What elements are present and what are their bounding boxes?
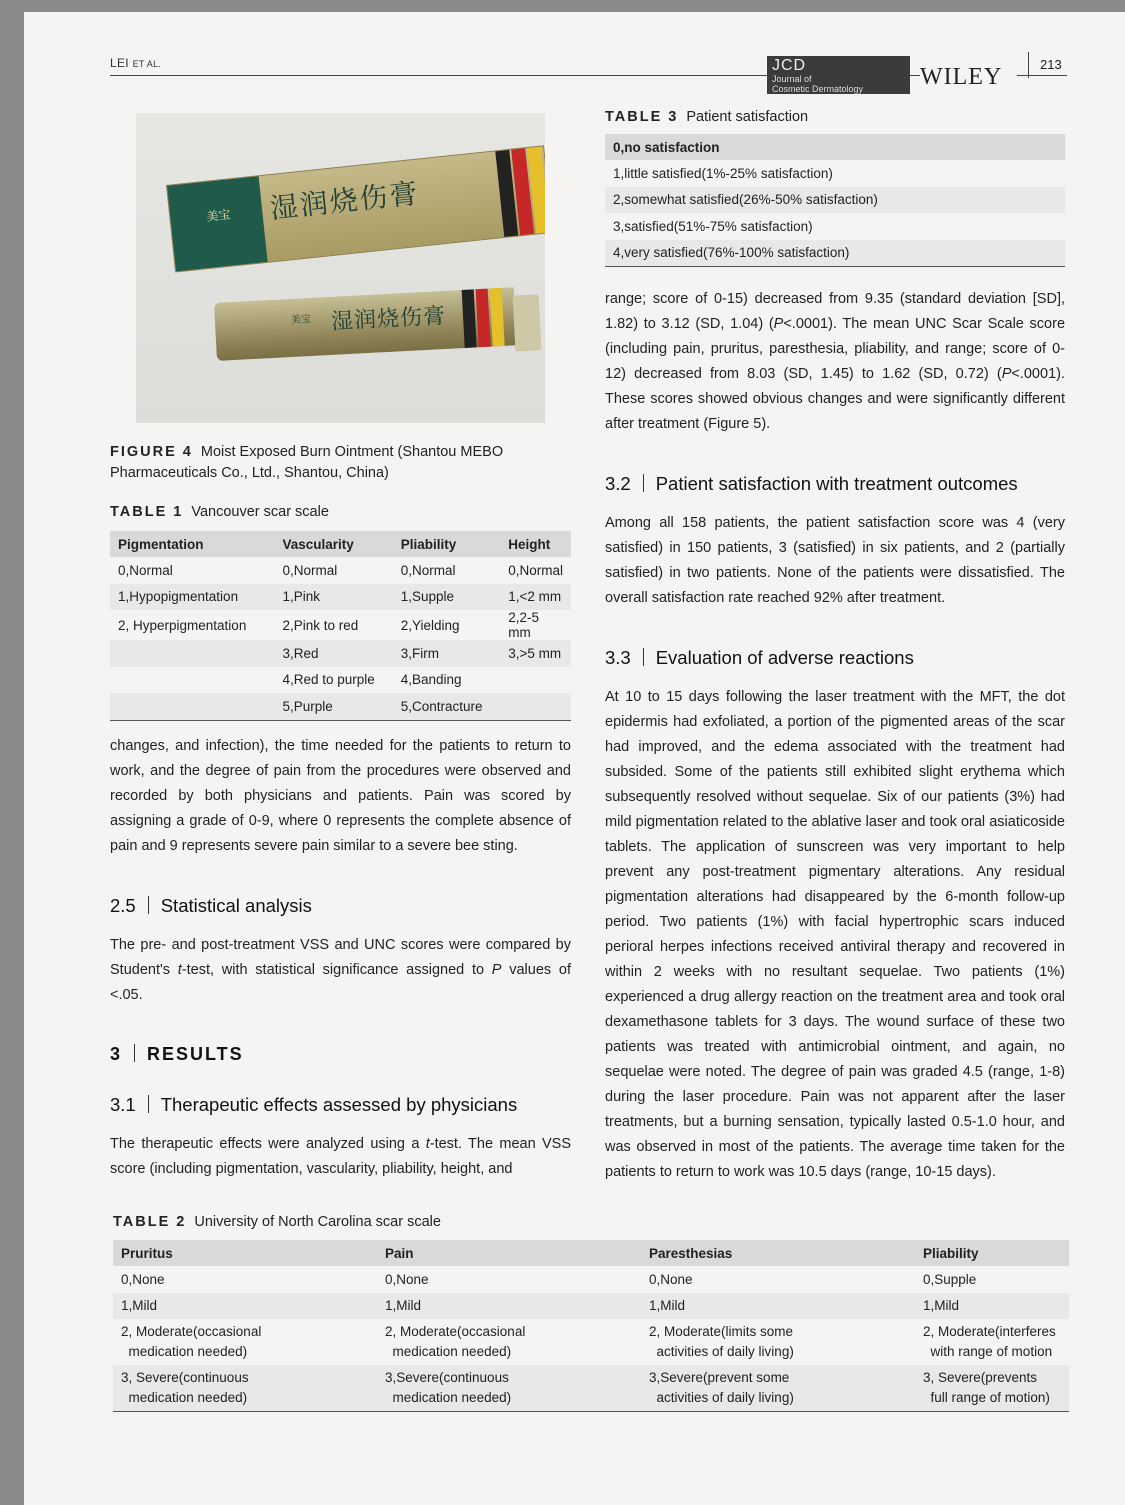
table-cell: 3,Red	[274, 640, 392, 667]
text-run: <.0001). These scores showed obvious changes and were significantly different after treatment (Figure 5).	[605, 366, 1065, 432]
section-3-heading	[110, 1044, 244, 1065]
text-run-italic: P	[773, 316, 784, 332]
table-row	[113, 1365, 1069, 1412]
table-cell: 4,Banding	[400, 672, 462, 688]
text-run: -test. The mean VSS score (including pigmentation, vascularity, pliability, height, and	[110, 1136, 571, 1177]
cell-line: medication needed)	[128, 1390, 248, 1405]
table-3-caption	[605, 107, 808, 128]
table-2-header-row	[113, 1240, 1069, 1266]
table-cell: 2,Yielding	[400, 617, 460, 633]
table-cell: 1,Mild	[113, 1293, 377, 1320]
text-run: -test, with statistical significance assigned to	[181, 962, 492, 978]
cell-line: 3,Severe(prevent some	[649, 1370, 790, 1385]
section-title: Patient satisfaction with treatment outcomes	[655, 473, 1018, 494]
heading-divider	[148, 1095, 149, 1113]
table-cell: 4,very satisfied(76%-100% satisfaction)	[605, 240, 1065, 267]
table-2-caption	[113, 1212, 441, 1233]
table-cell	[113, 1319, 377, 1365]
figure-4-photo	[136, 113, 545, 423]
table-3-label: TABLE 3	[605, 109, 679, 125]
table-1-vancouver-scale	[110, 531, 571, 721]
table-cell: 1,Mild	[377, 1293, 641, 1320]
table-1-header-row	[110, 531, 571, 557]
heading-divider	[643, 474, 644, 492]
ointment-box	[166, 145, 545, 272]
cell-line: activities of daily living)	[656, 1344, 794, 1359]
figure-4-label: FIGURE 4	[110, 444, 193, 460]
table-row	[605, 187, 1065, 214]
tube-brand: 美宝	[290, 313, 312, 326]
right-paragraph-1	[605, 287, 1065, 437]
table-1-title: Vancouver scar scale	[191, 504, 329, 520]
table-cell	[641, 1319, 915, 1365]
table-row	[605, 213, 1065, 240]
table-3-header-row	[605, 134, 1065, 160]
figure-4-caption-text: Moist Exposed Burn Ointment (Shantou MEBO Pharmaceuticals Co., Ltd., Shantou, China)	[110, 444, 504, 481]
table-row	[113, 1319, 1069, 1365]
table-2-label: TABLE 2	[113, 1214, 187, 1230]
table-cell: 0,None	[649, 1271, 693, 1287]
text-run: values of <.05.	[110, 962, 571, 1003]
text-run-italic: t	[425, 1136, 430, 1152]
header-rule-right	[1017, 75, 1067, 76]
tube-stripe-black	[462, 289, 477, 348]
running-head	[110, 56, 161, 70]
cell-line: 2, Moderate(interferes	[923, 1324, 1056, 1339]
table-1-label: TABLE 1	[110, 504, 184, 520]
running-head-etal: ET AL.	[132, 59, 162, 69]
table-cell	[915, 1365, 1069, 1412]
table-cell: 3,>5 mm	[500, 640, 571, 667]
section-number: 3.1	[110, 1094, 136, 1115]
left-paragraph-1: changes, and infection), the time needed for the patients to return to work, and the degree of pain from the procedures were observed and recorded by both physicians and patients. Pain was scored by assigning a grade of 0-9, where 0 represents the complete absence of pain and 9 represents severe pain similar to a severe bee sting.	[110, 738, 571, 854]
cell-line: full range of motion)	[930, 1390, 1050, 1405]
section-2-5-heading	[110, 895, 312, 917]
text-run-italic: P	[1001, 366, 1012, 382]
figure-4-caption	[110, 442, 570, 484]
tube-stripe-red	[476, 289, 491, 348]
cell-line: 3,Severe(continuous	[385, 1370, 509, 1385]
table-cell: 0,Normal	[508, 562, 563, 578]
table-cell: 0,None	[121, 1271, 165, 1287]
tube-cap	[513, 294, 542, 351]
cell-line: medication needed)	[392, 1390, 512, 1405]
table-1-header: Pliability	[393, 531, 501, 557]
table-2-header: Pliability	[915, 1240, 1069, 1266]
table-2-title: University of North Carolina scar scale	[194, 1214, 441, 1230]
table-cell: 3,Firm	[393, 640, 501, 667]
table-row	[110, 610, 571, 640]
right-paragraph-2: Among all 158 patients, the patient satisfaction score was 4 (very satisfied) in 150 patients, 3 (satisfied) in six patients, and 2 (partially satisfied) in two patients. None of the patients were dissatisfied. The overall satisfaction rate reached 92% after treatment.	[605, 515, 1065, 606]
table-cell	[377, 1365, 641, 1412]
ointment-tube	[214, 287, 517, 361]
cell-line: 2, Moderate(limits some	[649, 1324, 794, 1339]
section-3-2-heading	[605, 473, 1018, 495]
table-cell: 4,Red to purple	[282, 672, 375, 688]
table-cell: 1,Hypopigmentation	[110, 584, 274, 611]
table-row	[110, 584, 571, 611]
running-head-authors: LEI	[110, 56, 129, 70]
table-cell	[377, 1319, 641, 1365]
table-row	[113, 1293, 1069, 1320]
table-row	[605, 160, 1065, 187]
table-2-header: Pain	[377, 1240, 641, 1266]
tube-product-name: 湿润烧伤膏	[330, 303, 447, 335]
table-2-header: Pruritus	[113, 1240, 377, 1266]
section-title: Evaluation of adverse reactions	[655, 647, 914, 668]
table-3-title: Patient satisfaction	[686, 109, 809, 125]
table-cell: 5,Contracture	[393, 693, 501, 720]
table-3-patient-satisfaction	[605, 134, 1065, 267]
table-cell: 0,Supple	[923, 1271, 977, 1287]
section-title: RESULTS	[147, 1044, 244, 1064]
journal-line1: Journal of	[772, 74, 812, 84]
table-1-header: Height	[500, 531, 571, 557]
text-run-italic: t	[177, 962, 182, 978]
section-title: Therapeutic effects assessed by physicians	[160, 1094, 518, 1115]
heading-divider	[148, 896, 149, 914]
table-cell	[500, 693, 571, 720]
table-cell	[110, 693, 274, 720]
table-cell: 0,Normal	[282, 562, 338, 578]
table-cell	[641, 1365, 915, 1412]
table-cell: 1,Mild	[915, 1293, 1069, 1320]
text-run: <.0001). The mean UNC Scar Scale score (including pain, pruritus, paresthesia, pliability, and range; score of 0-12) decreased from 8.03 (SD, 1.45) to 1.62 (SD, 0.72) (	[605, 316, 1066, 382]
section-3-3-heading	[605, 647, 914, 669]
section-number: 2.5	[110, 895, 136, 916]
text-run-italic: P	[491, 962, 502, 978]
cell-line: 2, Moderate(occasional	[121, 1324, 262, 1339]
journal-logo	[767, 56, 910, 94]
left-paragraph-3	[110, 1132, 571, 1182]
table-cell: 1,little satisfied(1%-25% satisfaction)	[613, 165, 833, 181]
publisher-logo: WILEY	[920, 64, 1003, 90]
cell-line: 3, Severe(continuous	[121, 1370, 249, 1385]
header-rule	[110, 75, 793, 76]
cell-line: 2, Moderate(occasional	[385, 1324, 526, 1339]
table-3-header: 0,no satisfaction	[605, 134, 1065, 160]
box-product-name: 湿润烧伤膏	[268, 176, 421, 226]
table-1-header: Vascularity	[274, 531, 392, 557]
page-number-divider	[1028, 52, 1029, 78]
table-row	[110, 693, 571, 720]
section-number: 3	[110, 1044, 123, 1064]
table-cell: 0,None	[385, 1271, 429, 1287]
table-row	[113, 1266, 1069, 1293]
heading-divider	[643, 648, 644, 666]
table-cell: 3,satisfied(51%-75% satisfaction)	[613, 218, 813, 234]
header-rule-mid	[910, 75, 920, 76]
box-brand: 美宝	[205, 207, 232, 224]
table-cell: 1,Mild	[641, 1293, 915, 1320]
table-cell: 1,Supple	[393, 584, 501, 611]
section-number: 3.2	[605, 473, 631, 494]
heading-divider	[134, 1044, 135, 1062]
table-cell	[110, 640, 274, 667]
table-cell	[110, 667, 274, 694]
table-cell	[113, 1365, 377, 1412]
cell-line: 3, Severe(prevents	[923, 1370, 1038, 1385]
left-paragraph-2	[110, 933, 571, 1008]
journal-abbrev: JCD	[772, 57, 807, 74]
text-run: The pre- and post-treatment VSS and UNC scores were compared by Student's	[110, 937, 571, 978]
cell-line: with range of motion	[930, 1344, 1053, 1359]
cell-line: activities of daily living)	[656, 1390, 794, 1405]
table-row	[110, 640, 571, 667]
section-3-1-heading	[110, 1094, 517, 1116]
cell-line: medication needed)	[128, 1344, 248, 1359]
table-cell	[915, 1319, 1069, 1365]
table-row	[110, 667, 571, 694]
table-cell: 5,Purple	[274, 693, 392, 720]
table-2-unc-scar-scale	[113, 1240, 1069, 1412]
table-cell	[500, 667, 571, 694]
section-title: Statistical analysis	[160, 895, 312, 916]
journal-line2: Cosmetic Dermatology	[772, 84, 864, 94]
table-cell: 0,Normal	[400, 562, 456, 578]
table-cell: 2, Hyperpigmentation	[118, 617, 247, 633]
table-1-caption	[110, 502, 329, 523]
table-cell: 2,Pink to red	[282, 617, 359, 633]
text-run: range; score of 0-15) decreased from 9.35 (standard deviation [SD], 1.82) to 3.12 (SD, 1.04) (	[605, 291, 1065, 332]
text-run: The therapeutic effects were analyzed using a	[110, 1136, 426, 1152]
table-2-header: Paresthesias	[641, 1240, 915, 1266]
table-row	[605, 240, 1065, 267]
table-1-header: Pigmentation	[110, 531, 274, 557]
table-cell: 0,Normal	[118, 562, 173, 578]
table-cell: 1,<2 mm	[500, 584, 571, 611]
journal-page	[24, 12, 1125, 1505]
page-number: 213	[1040, 57, 1062, 72]
table-cell: 2,somewhat satisfied(26%-50% satisfaction)	[605, 187, 1065, 214]
right-paragraph-3: At 10 to 15 days following the laser treatment with the MFT, the dot epidermis had exfoliated, a portion of the pigmented areas of the scar had improved, and the edema associated with the treatment had subsided. Some of the patients still exhibited slight erythema which subsequently resolved without sequelae. Six of our patients (3%) had mild pigmentation related to the ablative laser and took oral asiaticoside tablets. The application of sunscreen was very important to help prevent any post-treatment pigmentary alterations. Any residual pigmentation alterations had disappeared by the 6-month follow-up period. Two patients (1%) with facial hypertrophic scars induced perioral herpes infections received antiviral therapy and recovered in within 2 weeks with no resultant sequelae. Two patients (1%) experienced a drug allergy reaction on the treatment area and took oral dexamethasone tablets for 3 days. The wound surface of these two patients was treated with antimicrobial ointment, and again, no sequelae were noted. The degree of pain was graded 4.5 (range, 1-8) during the laser procedure. Pain was not apparent after the laser treatments, but a burning sensation, typically lasted 0.5-1.0 hour, and was observed in most of the patients. The average time taken for the patients to return to work was 10.5 days (range, 10-15 days).	[605, 689, 1065, 1180]
table-cell: 2,2-5 mm	[508, 610, 540, 640]
section-number: 3.3	[605, 647, 631, 668]
table-cell: 1,Pink	[274, 584, 392, 611]
table-row	[110, 557, 571, 584]
tube-stripe-yellow	[490, 288, 505, 347]
cell-line: medication needed)	[392, 1344, 512, 1359]
